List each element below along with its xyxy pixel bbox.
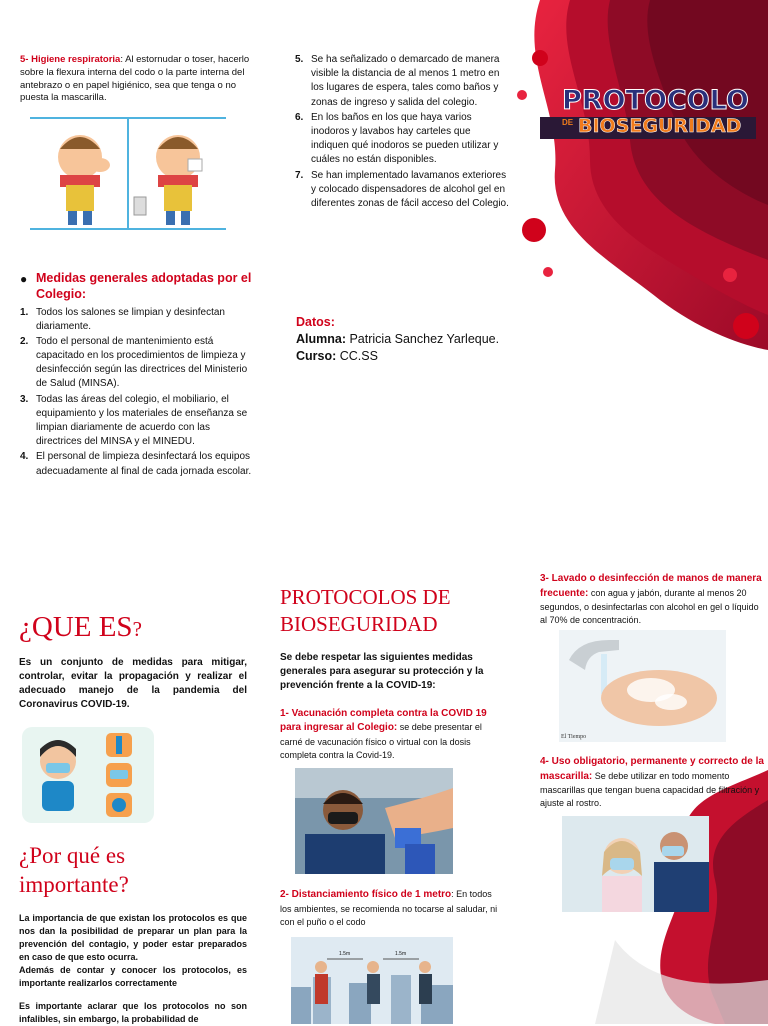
bullet-icon: ●: [20, 272, 28, 286]
mask-photo: [562, 816, 709, 912]
general-list-item: [20, 306, 252, 334]
general-measures: [20, 270, 252, 480]
alumna-value: Patricia Sanchez Yarleque.: [346, 331, 500, 346]
vaccination-photo: [295, 768, 453, 874]
item2-text: : En todos los ambientes, se recomienda no tocarse al saludar, ni con el puño o el codo: [280, 889, 498, 927]
col2-top-list-wrap: [295, 53, 510, 212]
general-list: [20, 306, 252, 479]
item2: [280, 888, 505, 929]
respiratory-title: 5- Higiene respiratoria: [20, 54, 121, 65]
curso-value: CC.SS: [336, 348, 378, 363]
general-list-item-number: 1.: [20, 306, 29, 318]
general-list-item: [20, 393, 252, 450]
handwashing-photo: [559, 630, 726, 742]
datos-label: Datos:: [296, 315, 335, 329]
photo-credit: El Tiempo: [561, 734, 587, 740]
distancing-illustration: [291, 937, 453, 1024]
porque-p2: Además de contar y conocer los protocolos, es importante realizarlos correctamente: [19, 964, 247, 988]
porque-p1: La importancia de que existan los protocolos es que nos dan la posibilidad de preparar un plan para la prevención del contagio, y poder estar preparados en caso de que esto ocurra.: [19, 912, 247, 962]
curso-label: Curso:: [296, 348, 337, 363]
col2-list-item-text: En los baños en los que haya varios inodoros y lavabos hay carteles que indiquen qué inodoros se pueden utilizar y cuáles no están disponibles.: [311, 111, 499, 166]
general-list-item-number: 2.: [20, 335, 29, 347]
red-wave-decoration: [500, 0, 768, 360]
respiratory-hygiene: [20, 54, 252, 105]
col2-list-item: [295, 111, 510, 168]
col2-list-item-text: Se ha señalizado o demarcado de manera visible la distancia de al menos 1 metro en los lugares de espera, tales como baños y zonas de ingreso y salida del colegio.: [311, 54, 500, 108]
col2-list-item: [295, 53, 510, 110]
item4-text: Se debe utilizar en todo momento mascarillas que tengan buena capacidad de filtración y ajuste al rostro.: [540, 770, 760, 809]
child-mask-illustration: [22, 727, 154, 823]
item2-title: 2- Distanciamiento físico de 1 metro: [280, 889, 452, 900]
col2-list-item-number: 6.: [295, 111, 304, 123]
student-info: [296, 314, 526, 365]
que-es-section: [19, 612, 247, 713]
col2-list-item-number: 7.: [295, 169, 304, 181]
item1-title: 1- Vacunación completa contra la COVID 19 para ingresar al Colegio:: [280, 707, 487, 734]
general-list-item-text: El personal de limpieza desinfectará los equipos adecuadamente al final de cada jornada escolar.: [36, 451, 252, 477]
distance-label-1: 1.5m: [339, 951, 351, 957]
alumna-label: Alumna:: [296, 331, 346, 346]
porque-title: ¿Por qué es importante?: [19, 843, 129, 897]
general-list-item-text: Todos los salones se limpian y desinfectan diariamente.: [36, 306, 225, 332]
general-list-item-text: Todo el personal de mantenimiento está capacitado en los procedimientos de limpieza y desinfección según las directrices del Ministerio de Salud (MINSA).: [36, 335, 248, 390]
logo-line-1: PROTOCOLO: [562, 85, 749, 116]
col2-list: [295, 53, 510, 211]
que-es-qmark: ?: [132, 617, 142, 641]
cover-logo: [540, 85, 760, 145]
col2-list-item-text: Se han implementado lavamanos exteriores y colocado dispensadores de alcohol gel en diferentes zonas de fácil acceso del Colegio.: [311, 169, 509, 209]
logo-line-2: BIOSEGURIDAD: [578, 115, 742, 137]
que-es-text: Es un conjunto de medidas para mitigar, controlar, evitar la propagación y realizar el adecuado manejo de la pandemia del Coronavirus COVID-19.: [19, 656, 247, 711]
col2-list-item: [295, 169, 510, 212]
general-list-item-text: Todas las áreas del colegio, el mobiliario, el equipamiento y los materiales de enseñanza se limpian diariamente de acuerdo con las directrices del MINSA y el MINEDU.: [36, 393, 248, 448]
general-heading: Medidas generales adoptadas por el Colegio:: [36, 271, 252, 302]
item4: [540, 755, 765, 810]
item3-text: con agua y jabón, durante al menos 20 segundos, o desinfectarlas con alcohol en gel o líquido al 70% de concentración.: [540, 587, 759, 626]
protocols-section: [280, 584, 505, 762]
item3-title: 3- Lavado o desinfección de manos de manera frecuente:: [540, 573, 762, 599]
porque-p3: Es importante aclarar que los protocolos no son infalibles, sin embargo, la probabilidad de: [19, 1000, 247, 1024]
general-list-item-number: 3.: [20, 393, 29, 405]
general-list-item-number: 4.: [20, 451, 29, 463]
que-es-title: ¿QUE ES: [19, 611, 133, 643]
item1-text: se debe presentar el carné de vacunación físico o virtual con la dosis completa contra la Covid-19.: [280, 722, 482, 760]
item3: [540, 572, 768, 627]
respiratory-text: : Al estornudar o toser, hacerlo sobre la flexura interna del codo o la parte interna del antebrazo o en papel higiénico, sea que tenga o no puesta la mascarilla.: [20, 54, 250, 104]
general-list-item: [20, 335, 252, 392]
logo-de: DE: [562, 118, 574, 127]
porque-section: [19, 842, 247, 1026]
distance-label-2: 1.5m: [395, 951, 407, 957]
sneeze-illustration: [30, 117, 226, 230]
item4-title: 4- Uso obligatorio, permanente y correcto de la mascarilla:: [540, 756, 764, 782]
general-list-item: [20, 450, 252, 478]
protocols-title: PROTOCOLOS DE BIOSEGURIDAD: [280, 585, 451, 636]
protocols-intro: Se debe respetar las siguientes medidas generales para asegurar su protección y la prevención frente a la COVID-19:: [280, 652, 484, 691]
col2-list-item-number: 5.: [295, 54, 304, 65]
